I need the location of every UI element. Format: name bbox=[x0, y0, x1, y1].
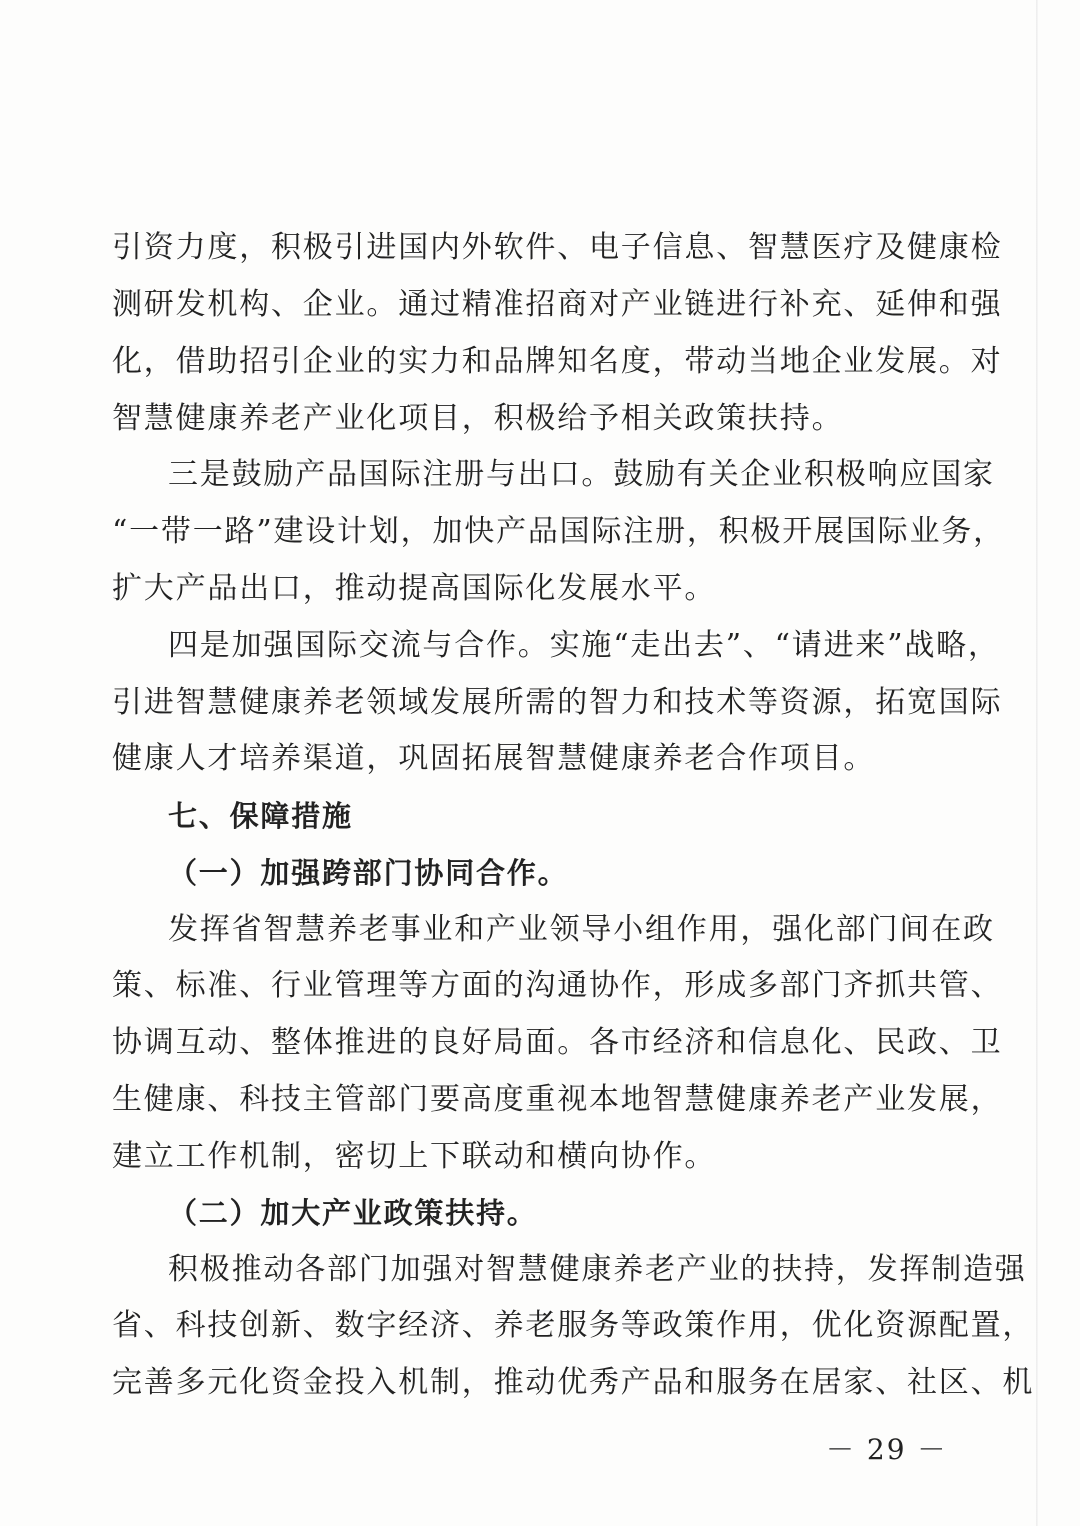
text-line: 完善多元化资金投入机制，推动优秀产品和服务在居家、社区、机 bbox=[112, 1365, 1035, 1400]
section-heading: 七、保障措施 bbox=[168, 799, 353, 833]
text-line: 建立工作机制，密切上下联动和横向协作。 bbox=[112, 1139, 717, 1174]
text-line: 引进智慧健康养老领域发展所需的智力和技术等资源，拓宽国际 bbox=[112, 685, 1003, 720]
text-line: 策、标准、行业管理等方面的沟通协作，形成多部门齐抓共管、 bbox=[112, 968, 1003, 1003]
subsection-heading: （一）加强跨部门协同合作。 bbox=[168, 856, 569, 890]
subsection-heading: （二）加大产业政策扶持。 bbox=[168, 1196, 538, 1230]
text-line: “一带一路”建设计划，加快产品国际注册，积极开展国际业务， bbox=[112, 514, 1005, 549]
paragraph-start-line: 发挥省智慧养老事业和产业领导小组作用，强化部门间在政 bbox=[168, 912, 995, 947]
text-line: 扩大产品出口，推动提高国际化发展水平。 bbox=[112, 571, 717, 606]
text-line: 生健康、科技主管部门要高度重视本地智慧健康养老产业发展， bbox=[112, 1082, 1003, 1117]
text-line: 健康人才培养渠道，巩固拓展智慧健康养老合作项目。 bbox=[112, 741, 876, 776]
text-line: 协调互动、整体推进的良好局面。各市经济和信息化、民政、卫 bbox=[112, 1025, 1003, 1060]
text-line: 化，借助招引企业的实力和品牌知名度，带动当地企业发展。对 bbox=[112, 344, 1003, 379]
paragraph-start-line: 积极推动各部门加强对智慧健康养老产业的扶持，发挥制造强 bbox=[168, 1252, 1027, 1287]
page-edge-shadow bbox=[1036, 0, 1038, 1526]
paragraph-start-line: 三是鼓励产品国际注册与出口。鼓励有关企业积极响应国家 bbox=[168, 457, 995, 492]
page-number: － 29 － bbox=[826, 1433, 948, 1466]
text-line: 测研发机构、企业。通过精准招商对产业链进行补充、延伸和强 bbox=[112, 287, 1003, 322]
text-line: 省、科技创新、数字经济、养老服务等政策作用，优化资源配置， bbox=[112, 1308, 1035, 1343]
text-line: 引资力度，积极引进国内外软件、电子信息、智慧医疗及健康检 bbox=[112, 230, 1003, 265]
paragraph-start-line: 四是加强国际交流与合作。实施“走出去”、“请进来”战略， bbox=[168, 628, 1000, 663]
text-line: 智慧健康养老产业化项目，积极给予相关政策扶持。 bbox=[112, 401, 844, 436]
